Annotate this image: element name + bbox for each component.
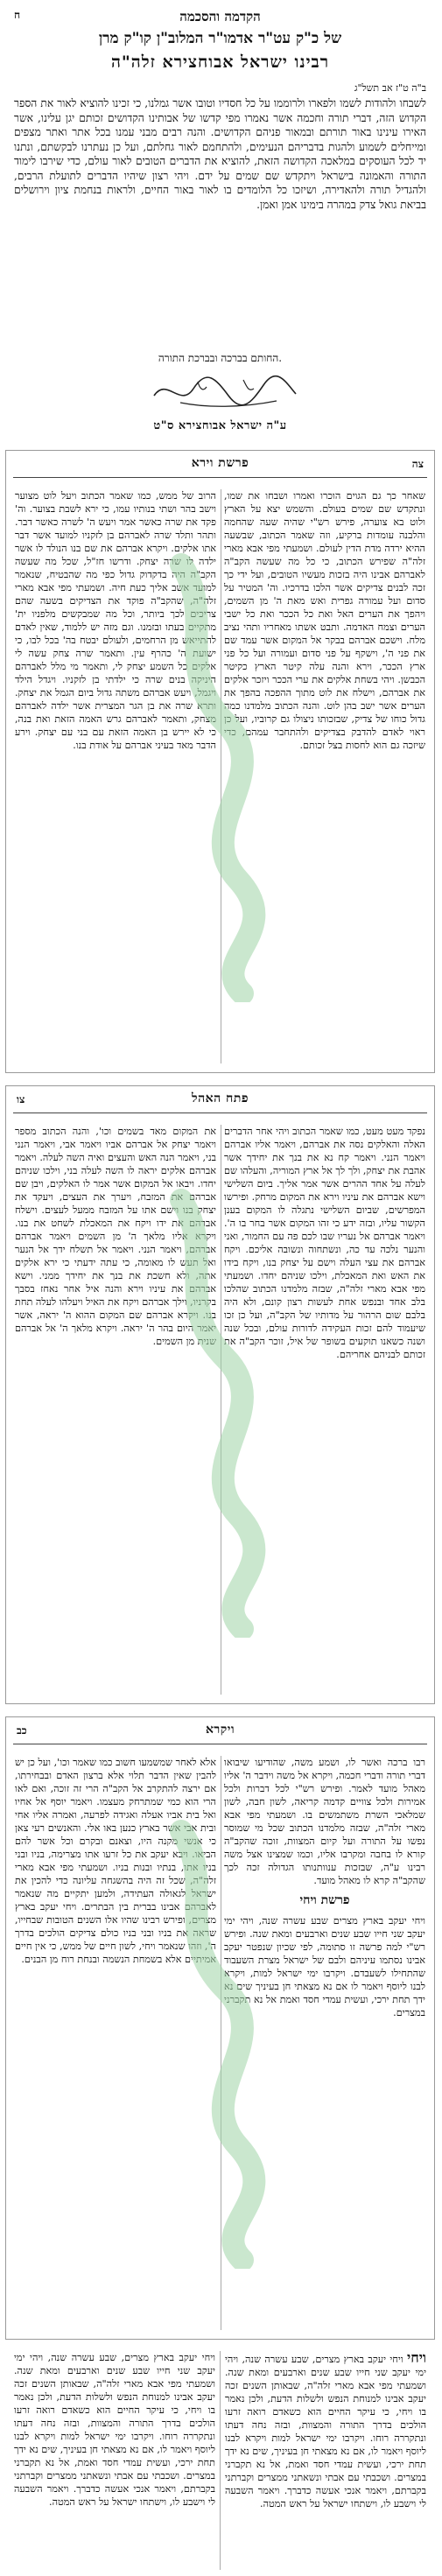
letter-date: ב"ה ט"ז אב תשל"ג — [354, 82, 426, 94]
running-head: פרשת וירא — [191, 456, 249, 470]
left-column: ויחי יעקב בארץ מצרים, שבע עשרה שנה, ויהי ימי יעקב שני חייו שבע שנים וארבעים ומאת שנה. ושמעתי מפי אבא מארי זלה"ה, שבאותן השנים זכה יעקב אבינו למנוחת הנפש ולשלות הדעת, ולכן נאמר בו ויחי, כי עיקר החיים הוא כשאדם רואה זרעו הולכים בדרך התורה והמצוות, ובזה נחה דעתו ונתקררה רוחו. ויקרבו ימי ישראל למות ויקרא לבנו ליוסף ויאמר לו, אם נא מצאתי חן בעיניך, שים נא ידך תחת ירכי, ועשית עמדי חסד ואמת, אל נא תקברני במצרים. ושכבתי עם אבתי ונשאתני ממצרים וקברתני בקברתם, ויאמר אנכי אעשה כדברך. ויאמר השבעה לי וישבע לו, וישתחו ישראל על ראש המטה. — [14, 2352, 215, 2508]
left-column: אלא לאחר שמשמעו חשוב כמו שאמר וכו', ועל כן יש להבין שאין הדבר תלוי אלא ברצון האדם ובבחירתו, אם ירצה להתקרב אל הקב"ה הרי זה זוכה, ואם לאו הרי הוא כמי שמתרחק מעצמו. ויאמר יוסף אל אחיו ואל בית אביו אעלה ואגידה לפרעה, ואמרה אליו אחי ובית אבי אשר בארץ כנען באו אלי. והאנשים רעי צאן כי אנשי מקנה היו, וצאנם ובקרם וכל אשר להם הביאו. ויבא יעקב את כל זרעו אתו מצרימה, בניו ובני בניו אתו, בנתיו ובנות בניו. ושמעתי מפי אבא מארי זלה"ה, שכל זה היה בהשגחה עליונה כדי להכין את ישראל לגאולה העתידה, ולמען יתקיים מה שנאמר לאברהם אבינו בברית בין הבתרים. ויחי יעקב בארץ מצרים, ופירש רבינו שהיו אלו השנים הטובות שבחייו, שראה את בניו ובני בניו כולם צדיקים הולכים בדרך ה', וזהו שנאמר ויחי, לשון חיים של ממש, כי אין חיים אמיתיים אלא בשמחת הנשמה ובנחת רוח מן הבנים. — [15, 1757, 216, 1965]
signature-line: ע"ה ישראל אבוחצירא ס"ט — [153, 419, 287, 432]
right-column: נפקד מעט מעט, כמו שאמר הכתוב ויהי אחר הדברים האלה והאלקים נסה את אברהם, ויאמר אליו אברהם ויאמר הנני. ויאמר קח נא את בנך את יחידך אשר אהבת את יצחק, ולך לך אל ארץ המוריה, והעלהו שם לעלה על אחד ההרים אשר אמר אליך. ביום השלישי וישא אברהם את עיניו וירא את המקום מרחק. ופירשו המפרשים, שביום השלישי נתגלה לו המקום בענן הקשור עליו, ובזה ידע כי זהו המקום אשר בחר בו ה'. ויאמר אברהם אל נעריו שבו לכם פה עם החמור, ואני והנער נלכה עד כה, ונשתחוה ונשובה אליכם. ויקח אברהם את עצי העלה וישם על יצחק בנו, ויקח בידו את האש ואת המאכלת, וילכו שניהם יחדו. ושמעתי מפי אבא מארי זלה"ה, שבזה מלמדנו הכתוב שהלכו בלב אחד ובנפש אחת לעשות רצון קונם, ולא היה בלבם שום הרהור על מדותיו של הקב"ה, ועל כן זכו שיעמוד להם זכות העקידה לדורות עולם, ובכל שנה ושנה כשאנו תוקעים בשופר של איל, זוכר הקב"ה את זכותם לבניהם אחריהם. — [224, 1126, 425, 1360]
section-title: פרשת ויחי — [299, 1893, 350, 1907]
right-column: רבו ברכה ואשר לו, ושמע משה, שהודיעו שיבואו דברי תורה ודברי חכמה, ויקרא אל משה וידבר ה' אליו מאהל מועד לאמר. ופירש רש"י לכל דברות ולכל אמירות ולכל צוויים קדמה קריאה, לשון חבה, לשון שמלאכי השרת משתמשים בו. ושמעתי מפי אבא מארי זלה"ה, שבזה מלמדנו הכתוב שכל מי שמוסר נפשו על התורה ועל קיום המצוות, זוכה שהקב"ה קורא לו בחבה ומקרבו אליו, וכמו שמצינו אצל משה רבינו ע"ה, שבזכות ענוותנותו הגדולה זכה לכך שהקב"ה קרא לו מאהל מועד. פרשת ויחי ויחי יעקב בארץ מצרים שבע עשרה שנה, ויהי ימי יעקב שני חייו שבע שנים וארבעים ומאת שנה. ופירש רש"י למה פרשה זו סתומה, לפי שכיון שנפטר יעקב אבינו נסתמו עיניהם ולבם של ישראל מצרת השעבוד שהתחילו לשעבדם. ויקרבו ימי ישראל למות, ויקרא לבנו ליוסף ויאמר לו אם נא מצאתי חן בעיניך שים נא ידך תחת ירכי, ועשית עמדי חסד ואמת אל נא תקברני במצרים. — [224, 1757, 425, 2018]
right-column: שאחר כך גם הגוים הוכרו ואמרו ושבחו את שמו, ונתקדש שם שמים בעולם. והשמש יצא על הארץ ולוט בא צוערה, פירש רש"י שהיה שעה שהחמה והלבנה עומדות ברקיע, וזה שאמר הכתוב, שבשעה ההיא ירדה מדת הדין לעולם. ושמעתי מפי אבא מארי זלה"ה שפירש הכתוב, כי כל מה שעשה הקב"ה לאברהם אבינו היה בזכות מעשיו הטובים, ועל ידי כך זכה לבנים צדיקים אשר הלכו בדרכיו. וה' המטיר על סדום ועל עמורה גפרית ואש מאת ה' מן השמים, ויהפך את הערים האל ואת כל הככר ואת כל ישבי הערים וצמח האדמה. ותבט אשתו מאחריו ותהי נציב מלח. וישכם אברהם בבקר אל המקום אשר עמד שם את פני ה', וישקף על פני סדום ועמורה ועל כל פני ארץ הככר, וירא והנה עלה קיטר הארץ כקיטר הכבשן. ויהי בשחת אלקים את ערי הככר ויזכר אלקים את אברהם, וישלח את לוט מתוך ההפכה בהפך את הערים אשר ישב בהן לוט. והנה הכתוב מלמדנו כמה גדול כוחו של צדיק, שבזכותו ניצולו גם קרוביו, ועל כן ראוי לאדם להדבק בצדיקים ולהתחבר עמהם, כדי שיזכה גם הוא לחסות בצל זכותם. — [224, 490, 425, 751]
continuation-text — [5, 2351, 435, 2570]
book-page-ohel — [5, 1085, 435, 1704]
author-name: רבינו ישראל אבוחצירא זלה"ה — [110, 53, 330, 72]
intro-title: הקדמה והסכמה — [179, 9, 261, 25]
running-head: פתח האהל — [192, 1091, 249, 1106]
opening-word: ויחי — [407, 2351, 426, 2366]
intro-subtitle: של כ"ק עט"ר אדמו"ר המלוב"ן קו"ק מרן — [98, 30, 342, 47]
column-divider — [220, 2351, 221, 2570]
left-column: הרוב של ממש, כמו שאמר הכתוב ויעל לוט מצוער וישב בהר ושתי בנותיו עמו, כי ירא לשבת בצוער. וה' פקד את שרה כאשר אמר ויעש ה' לשרה כאשר דבר. ותהר ותלד שרה לאברהם בן לזקניו למועד אשר דבר אתו אלקים. ויקרא אברהם את שם בנו הנולד לו אשר ילדה לו שרה יצחק. ודרשו חז"ל, שכל מה שעשה הקב"ה היה בדקדוק גדול כפי מה שהבטיח, שנאמר למועד אשב אליך כעת חיה. ושמעתי מפי אבא מארי זלה"ה, שהקב"ה פוקד את הצדיקים בשעה שהם צריכים לכך ביותר, וכל מה שמבקשים מלפניו ית' מתקיים בעתו ובזמנו. וגם מזה יש ללמוד, שאין לאדם להתייאש מן הרחמים, ולעולם יבטח בה' בכל לבו, כי ישועת ה' כהרף עין. ותאמר שרה צחק עשה לי אלקים כל השמע יצחק לי, ותאמר מי מלל לאברהם היניקה בנים שרה כי ילדתי בן לזקניו. ויגדל הילד ויגמל, ויעש אברהם משתה גדול ביום הגמל את יצחק. ותרא שרה את בן הגר המצרית אשר ילדה לאברהם מצחק, ותאמר לאברהם גרש האמה הזאת ואת בנה, כי לא יירש בן האמה הזאת עם בני עם יצחק. וירע הדבר מאד בעיני אברהם על אודת בנו. — [15, 490, 216, 751]
running-head: ויקרא — [205, 1723, 235, 1737]
handwritten-signature — [145, 369, 303, 413]
intro-body: לשבחו ולהודות לשמו ולפארו ולרוממו על כל חסדיו וטובו אשר גמלנו, כי זכינו להוציא לאור את הספר הקדוש הזה, דברי תורה וחכמה אשר נאמרו מפי קדשו של אבותינו הקדושים זכותם יגן עלינו, אשר האירו עינינו באור תורתם ובמאור פניהם הקדושים. והנה רבים מבני עמנו בכל אתר ואתר מצפים ומייחלים לשמוע ולהגות בדבריהם הנעימים, ולהתחמם לאור גחלתם, ועל כן נעתרנו לבקשתם, ונתנו יד לכל העוסקים במלאכה הקדושה הזאת, להוציא את הדברים הטובים לאור עולם, כדי שירבו לימוד התורה והאמונה בישראל ויתקדש שם שמים על ידם. ויהי רצון שיהיו הדברים לתועלת הרבים, ולהגדיל תורה ולהאדירה, ושיזכו כל הלומדים בו לאור באור החיים, ולראות בנחמת ציון וירושלים בביאת גואל צדק במהרה בימינו אמן ואמן. — [14, 97, 426, 211]
page-number: צו — [17, 1093, 25, 1106]
page-number: צה — [411, 458, 424, 470]
closing-line: החותם בברכה ובברכת התורה. — [158, 352, 283, 364]
book-page-vayera — [5, 450, 435, 1073]
left-column: את המקום מאד בשמים וכו', והנה הכתוב מספר ויאמר יצחק אל אברהם אביו ויאמר אבי, ויאמר הנני בני, ויאמר הנה האש והעצים ואיה השה לעלה. ויאמר אברהם אלקים יראה לו השה לעלה בני, וילכו שניהם יחדו. ויבאו אל המקום אשר אמר לו האלקים, ויבן שם אברהם את המזבח, ויערך את העצים, ויעקד את יצחק בנו וישם אתו על המזבח ממעל לעצים. וישלח אברהם את ידו ויקח את המאכלת לשחט את בנו. ויקרא אליו מלאך ה' מן השמים ויאמר אברהם אברהם, ויאמר הנני. ויאמר אל תשלח ידך אל הנער ואל תעש לו מאומה, כי עתה ידעתי כי ירא אלקים אתה, ולא חשכת את בנך את יחידך ממני. וישא אברהם את עיניו וירא והנה איל אחר נאחז בסבך בקרניו, וילך אברהם ויקח את האיל ויעלהו לעלה תחת בנו. ויקרא אברהם שם המקום ההוא ה' יראה, אשר יאמר היום בהר ה' יראה. ויקרא מלאך ה' אל אברהם שנית מן השמים. — [15, 1126, 216, 1347]
page-number: ח — [14, 9, 21, 21]
header-rule — [13, 477, 427, 478]
intro-page — [5, 4, 435, 441]
page-number: כב — [17, 1724, 27, 1737]
book-page-vayikra — [5, 1716, 435, 2340]
right-column: ויחי ויחי יעקב בארץ מצרים, שבע עשרה שנה, ויהי ימי יעקב שני חייו שבע שנים וארבעים ומאת שנה. ושמעתי מפי אבא מארי זלה"ה, שבאותן השנים זכה יעקב אבינו למנוחת הנפש ולשלות הדעת, ולכן נאמר בו ויחי, כי עיקר החיים הוא כשאדם רואה זרעו הולכים בדרך התורה והמצוות, ובזה נחה דעתו ונתקררה רוחו. ויקרבו ימי ישראל למות ויקרא לבנו ליוסף ויאמר לו, אם נא מצאתי חן בעיניך, שים נא ידך תחת ירכי, ועשית עמדי חסד ואמת, אל נא תקברני במצרים. ושכבתי עם אבתי ונשאתני ממצרים וקברתני בקברתם, ויאמר אנכי אעשה כדברך. ויאמר השבעה לי וישבע לו, וישתחו ישראל על ראש המטה. — [225, 2351, 426, 2509]
